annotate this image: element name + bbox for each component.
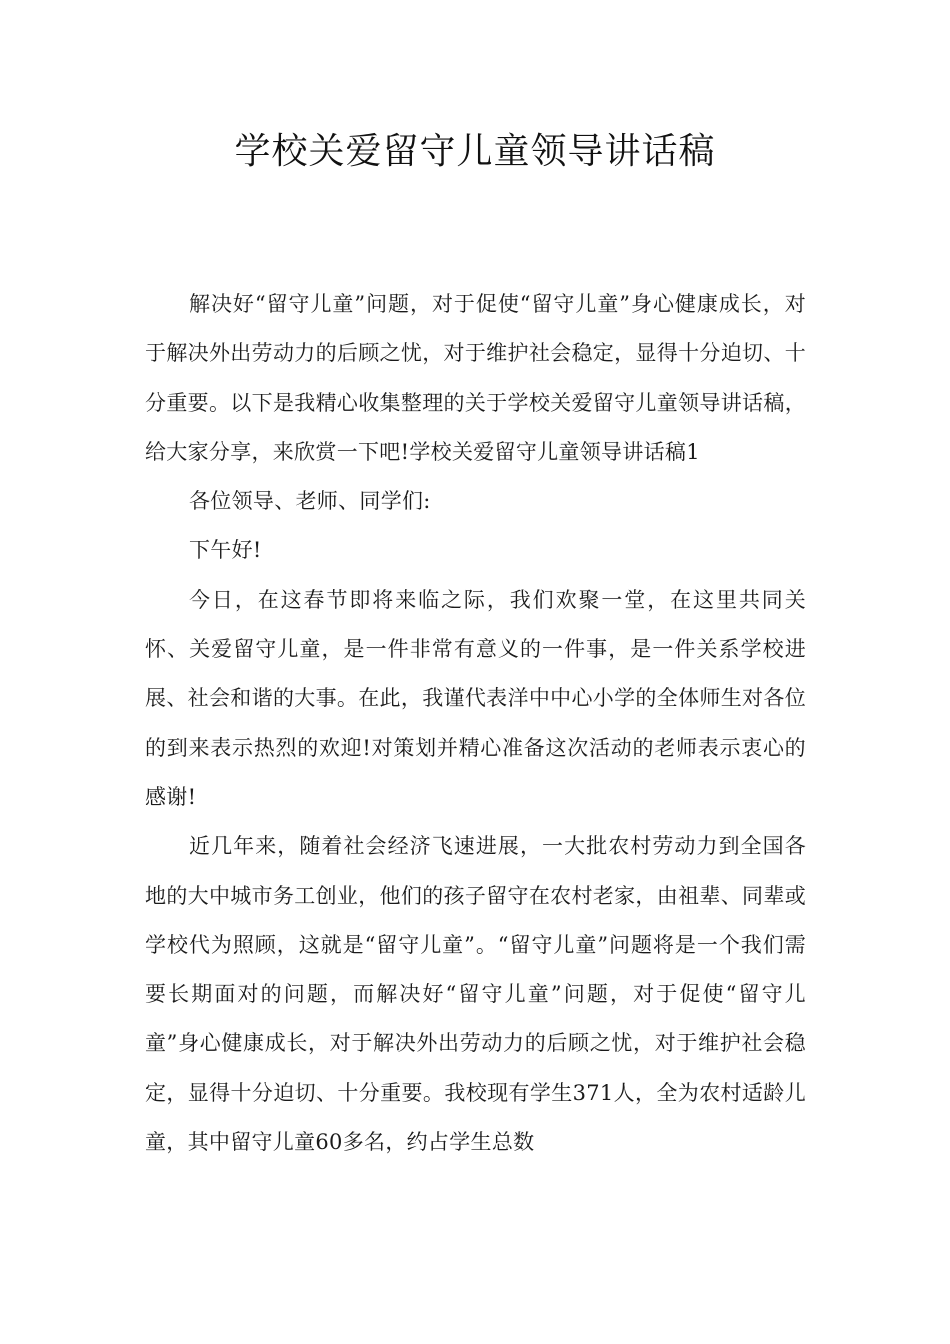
paragraph-welcome: 今日，在这春节即将来临之际，我们欢聚一堂，在这里共同关怀、关爱留守儿童，是一件非常有意义的一件事，是一件关系学校进展、社会和谐的大事。在此，我谨代表洋中中心小学的全体师生对各位的到来表示热烈的欢迎!对策划并精心准备这次活动的老师表示衷心的感谢! xyxy=(145,587,806,809)
paragraph-salutation: 各位领导、老师、同学们: xyxy=(189,489,431,514)
paragraph-greeting: 下午好! xyxy=(189,538,262,563)
paragraph-background: 近几年来，随着社会经济飞速进展，一大批农村劳动力到全国各地的大中城市务工创业，他们的孩子留守在农村老家，由祖辈、同辈或学校代为照顾，这就是“留守儿童”。“留守儿童”问题将是一个我们需要长期面对的问题，而解决好“留守儿童”问题，对于促使“留守儿童”身心健康成长，对于解决外出劳动力的后顾之忧，对于维护社会稳定，显得十分迫切、十分重要。我校现有学生371人，全为农村适龄儿童，其中留守儿童60多名，约占学生总数 xyxy=(145,834,806,1155)
document-body xyxy=(145,280,806,1167)
paragraph-intro: 解决好“留守儿童”问题，对于促使“留守儿童”身心健康成长，对于解决外出劳动力的后顾之忧，对于维护社会稳定，显得十分迫切、十分重要。以下是我精心收集整理的关于学校关爱留守儿童领导讲话稿，给大家分享，来欣赏一下吧!学校关爱留守儿童领导讲话稿1 xyxy=(145,292,806,464)
document-title: 学校关爱留守儿童领导讲话稿 xyxy=(234,131,716,172)
